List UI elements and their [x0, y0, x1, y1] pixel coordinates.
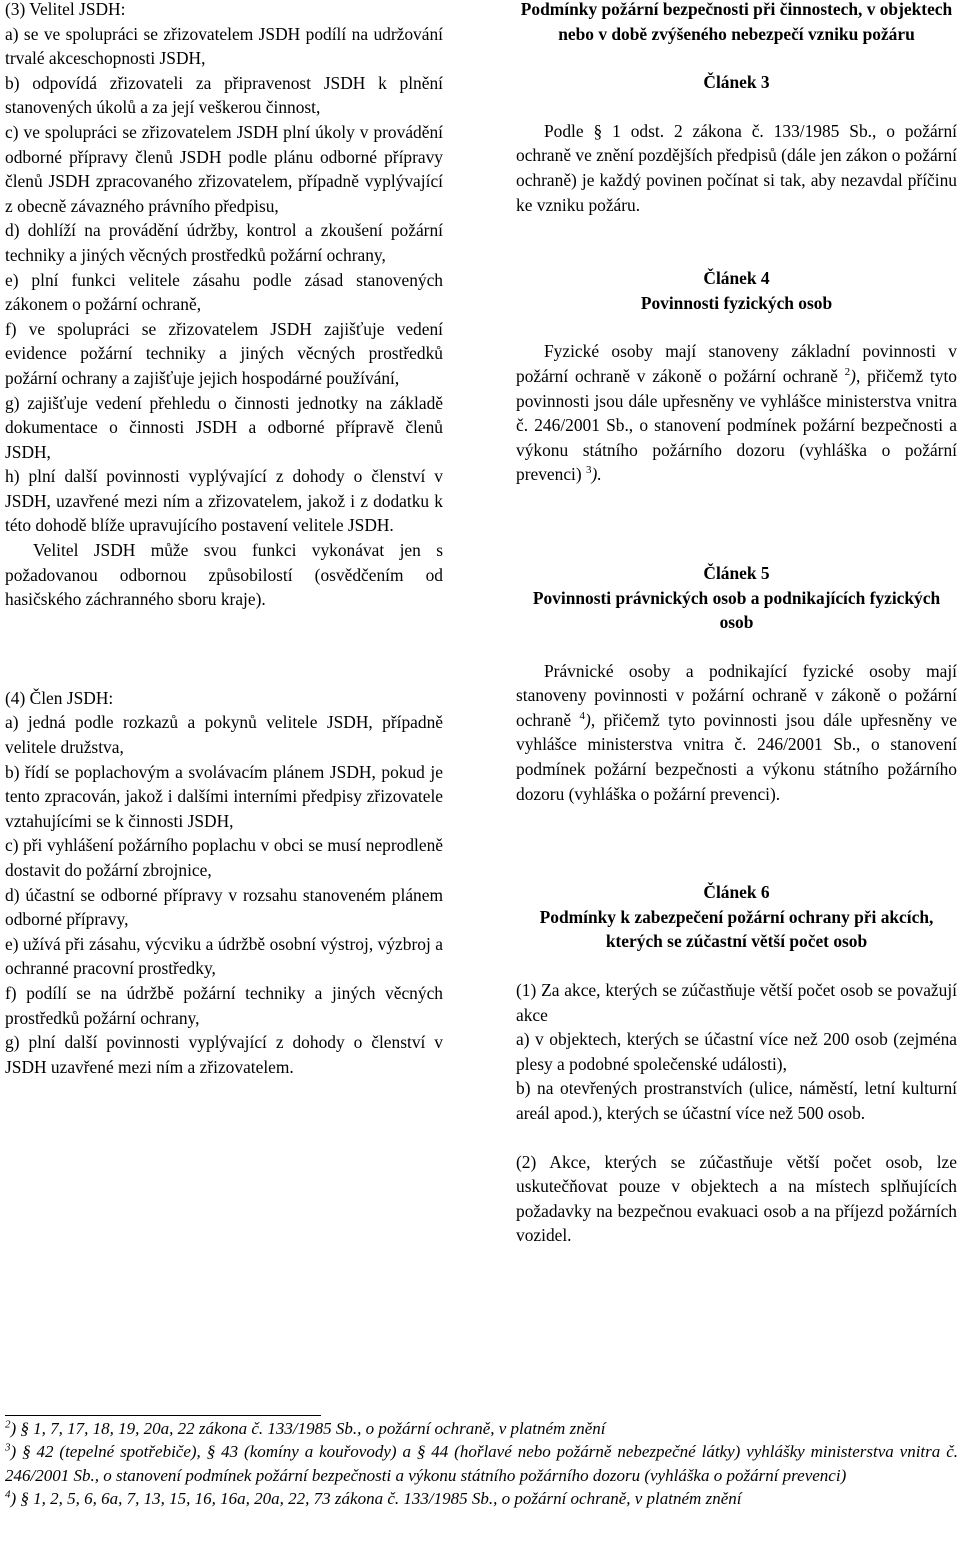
article-5-text-start: Právnické osoby a podnikající fyzické osoby mají stanoveny povinnosti v požární ochraně v zákoně o požární ochraně	[516, 660, 957, 730]
list-item: c) ve spolupráci se zřizovatelem JSDH plní úkoly v provádění odborné přípravy členů JSDH podle plánu odborné přípravy členů JSDH zpracovaného zřizovatelem, případně vyplývající z obecně závazného právního předpisu,	[5, 121, 443, 216]
footnote-ref: 4	[579, 710, 586, 723]
list-item: a) v objektech, kterých se účastní více než 200 osob (zejména plesy a podobné společenské události),	[516, 1029, 957, 1074]
footnote-mark: 4	[5, 1488, 11, 1501]
list-item: f) podílí se na údržbě požární techniky a jiných věcných prostředků požární ochrany,	[5, 982, 443, 1028]
footnote-text: § 42 (tepelné spotřebiče), § 43 (komíny a kouřovody) a § 44 (hořlavé nebo požárně nebezpečné látky) vyhlášky ministerstva vnitra č. 246/2001 Sb., o stanovení podmínek požární bezpečnosti a výkonu státního požárního dozoru (vyhláška o požární prevenci)	[5, 1442, 958, 1485]
footnote-text: § 1, 7, 17, 18, 19, 20a, 22 zákona č. 133/1985 Sb., o požární ochraně, v platném znění	[20, 1419, 606, 1438]
article-4-subtitle: Povinnosti fyzických osob	[640, 292, 833, 313]
list-item: b) odpovídá zřizovateli za připravenost JSDH k plnění stanovených úkolů a za její veškerou činnost,	[5, 72, 443, 118]
section-heading: Podmínky požární bezpečnosti při činnostech, v objektech nebo v době zvýšeného nebezpečí vzniku požáru	[520, 0, 953, 44]
article-5-text-end: , přičemž tyto povinnosti jsou dále upřesněny ve vyhlášce ministerstva vnitra č. 246/2001 Sb., o stanovení podmínek požární bezpečnosti a výkonu státního požárního dozoru (vyhláška o požární prevenci).	[516, 709, 957, 804]
list-item: c) při vyhlášení požárního poplachu v obci se musí neprodleně dostavit do požární zbrojnice,	[5, 835, 443, 880]
article-6-subtitle: Podmínky k zabezpečení požární ochrany při akcích, kterých se zúčastní větší počet osob	[539, 906, 934, 952]
list-item: h) plní další povinnosti vyplývající z dohody o členství v JSDH, uzavřené mezi ním a zřizovatelem, jakož i z dodatku k této dohodě blíže upravujícího postavení velitele JSDH.	[5, 466, 443, 536]
list-item: f) ve spolupráci se zřizovatelem JSDH zajišťuje vedení evidence požární techniky a jiných věcných prostředků požární ochrany a zajišťuje jejich hospodárné používání,	[5, 318, 443, 388]
right-column	[516, 0, 957, 1248]
article-3-title: Článek 3	[703, 72, 770, 93]
article-5-subtitle: Povinnosti právnických osob a podnikajících fyzických osob	[532, 587, 941, 633]
list-item: e) plní funkci velitele zásahu podle zásad stanovených zákonem o požární ochraně,	[5, 269, 443, 315]
article-4-title: Článek 4	[703, 268, 770, 289]
article-4-text-middle: , přičemž tyto povinnosti jsou dále upřesněny ve vyhlášce ministerstva vnitra č. 246/2001 Sb., o stanovení podmínek požární bezpečnosti a výkonu státního požárního dozoru (vyhláška o požární prevenci)	[516, 365, 957, 485]
article-6-title: Článek 6	[703, 882, 770, 903]
left-column	[5, 0, 443, 1079]
footnote: $^4$) § 1, 2, 5, 6, 6a, 7, 13, 15, 16, 16a, 20a, 22, 73 zákona č. 133/1985 Sb., o požární ochraně, v platném znění	[5, 1488, 742, 1509]
list-item: b) na otevřených prostranstvích (ulice, náměstí, letní kulturní areál apod.), kterých se účastní více než 500 osob.	[516, 1078, 957, 1123]
footnotes	[5, 1417, 958, 1511]
article-6-paragraph-2: (2) Akce, kterých se zúčastňuje větší počet osob, lze uskutečňovat pouze v objektech a na místech splňujících požadavky na bezpečnou evakuaci osob a na příjezd požárních vozidel.	[516, 1151, 957, 1246]
list-item: a) jedná podle rozkazů a pokynů velitele JSDH, případně velitele družstva,	[5, 712, 443, 758]
footnote-mark: 3	[5, 1441, 11, 1454]
article-5-text: Právnické osoby a podnikající fyzické osoby mají stanoveny povinnosti v požární ochraně v zákoně o požární ochraně $^4$), přičemž tyto povinnosti jsou dále upřesněny ve vyhlášce ministerstva vnitra č. 246/2001 Sb., o stanovení podmínek požární bezpečnosti a výkonu státního požárního dozoru (vyhláška o požární prevenci).	[516, 660, 957, 804]
article-3-text: Podle § 1 odst. 2 zákona č. 133/1985 Sb., o požární ochraně ve znění pozdějších předpisů (dále jen zákon o požární ochraně) je každý povinen počínat si tak, aby nezavdal příčinu ke vzniku požáru.	[516, 120, 957, 215]
footnote-divider	[5, 1415, 321, 1416]
footnote-text: § 1, 2, 5, 6, 6a, 7, 13, 15, 16, 16a, 20a, 22, 73 zákona č. 133/1985 Sb., o požární ochraně, v platném znění	[20, 1489, 742, 1509]
list-item: g) plní další povinnosti vyplývající z dohody o členství v JSDH uzavřené mezi ním a zřizovatelem.	[5, 1032, 443, 1077]
list-item: a) se ve spolupráci se zřizovatelem JSDH podílí na udržování trvalé akceschopnosti JSDH,	[5, 23, 443, 69]
list-item: d) účastní se odborné přípravy v rozsahu stanoveném plánem odborné přípravy,	[5, 884, 443, 930]
list-item: b) řídí se poplachovým a svolávacím plánem JSDH, pokud je tento zpracován, jakož i dalšími interními předpisy zřizovatele vztahujícími se k činnosti JSDH,	[5, 761, 443, 831]
list-item: g) zajišťuje vedení přehledu o činnosti jednotky na základě dokumentace o činnosti JSDH a odborné přípravě členů JSDH,	[5, 392, 443, 462]
list-item: d) dohlíží na provádění údržby, kontrol a zkoušení požární techniky a jiných věcných prostředků požární ochrany,	[5, 220, 443, 265]
article-4-text-start: Fyzické osoby mají stanoveny základní povinnosti v požární ochraně v zákoně o požární ochraně	[516, 341, 957, 386]
footnote-mark: 2	[5, 1418, 11, 1431]
section-3-heading: (3) Velitel JSDH:	[5, 0, 126, 19]
footnote-ref: 2	[844, 366, 851, 379]
footnote: $^3$) § 42 (tepelné spotřebiče), § 43 (komíny a kouřovody) a § 44 (hořlavé nebo požárně nebezpečné látky) vyhlášky ministerstva vnitra č. 246/2001 Sb., o stanovení podmínek požární bezpečnosti a výkonu státního požárního dozoru (vyhláška o požární prevenci)	[5, 1441, 958, 1485]
section-4-heading: (4) Člen JSDH:	[5, 687, 114, 708]
commander-qualification-note: Velitel JSDH může svou funkci vykonávat jen s požadovanou odbornou způsobilostí (osvědčením od hasičského záchranného sboru kraje).	[5, 540, 443, 610]
footnote-ref: 3	[586, 464, 592, 477]
article-6-paragraph-1: (1) Za akce, kterých se zúčastňuje větší počet osob se považují akce	[516, 980, 957, 1025]
article-5-title: Článek 5	[703, 562, 770, 583]
footnote: $^2$) § 1, 7, 17, 18, 19, 20a, 22 zákona č. 133/1985 Sb., o požární ochraně, v platném znění	[5, 1418, 606, 1438]
article-4-text: Fyzické osoby mají stanoveny základní povinnosti v požární ochraně v zákoně o požární ochraně $^2$), přičemž tyto povinnosti jsou dále upřesněny ve vyhlášce ministerstva vnitra č. 246/2001 Sb., o stanovení podmínek požární bezpečnosti a výkonu státního požárního dozoru (vyhláška o požární prevenci) $^3$).	[516, 341, 957, 485]
list-item: e) užívá při zásahu, výcviku a údržbě osobní výstroj, výzbroj a ochranné pracovní prostředky,	[5, 933, 443, 979]
